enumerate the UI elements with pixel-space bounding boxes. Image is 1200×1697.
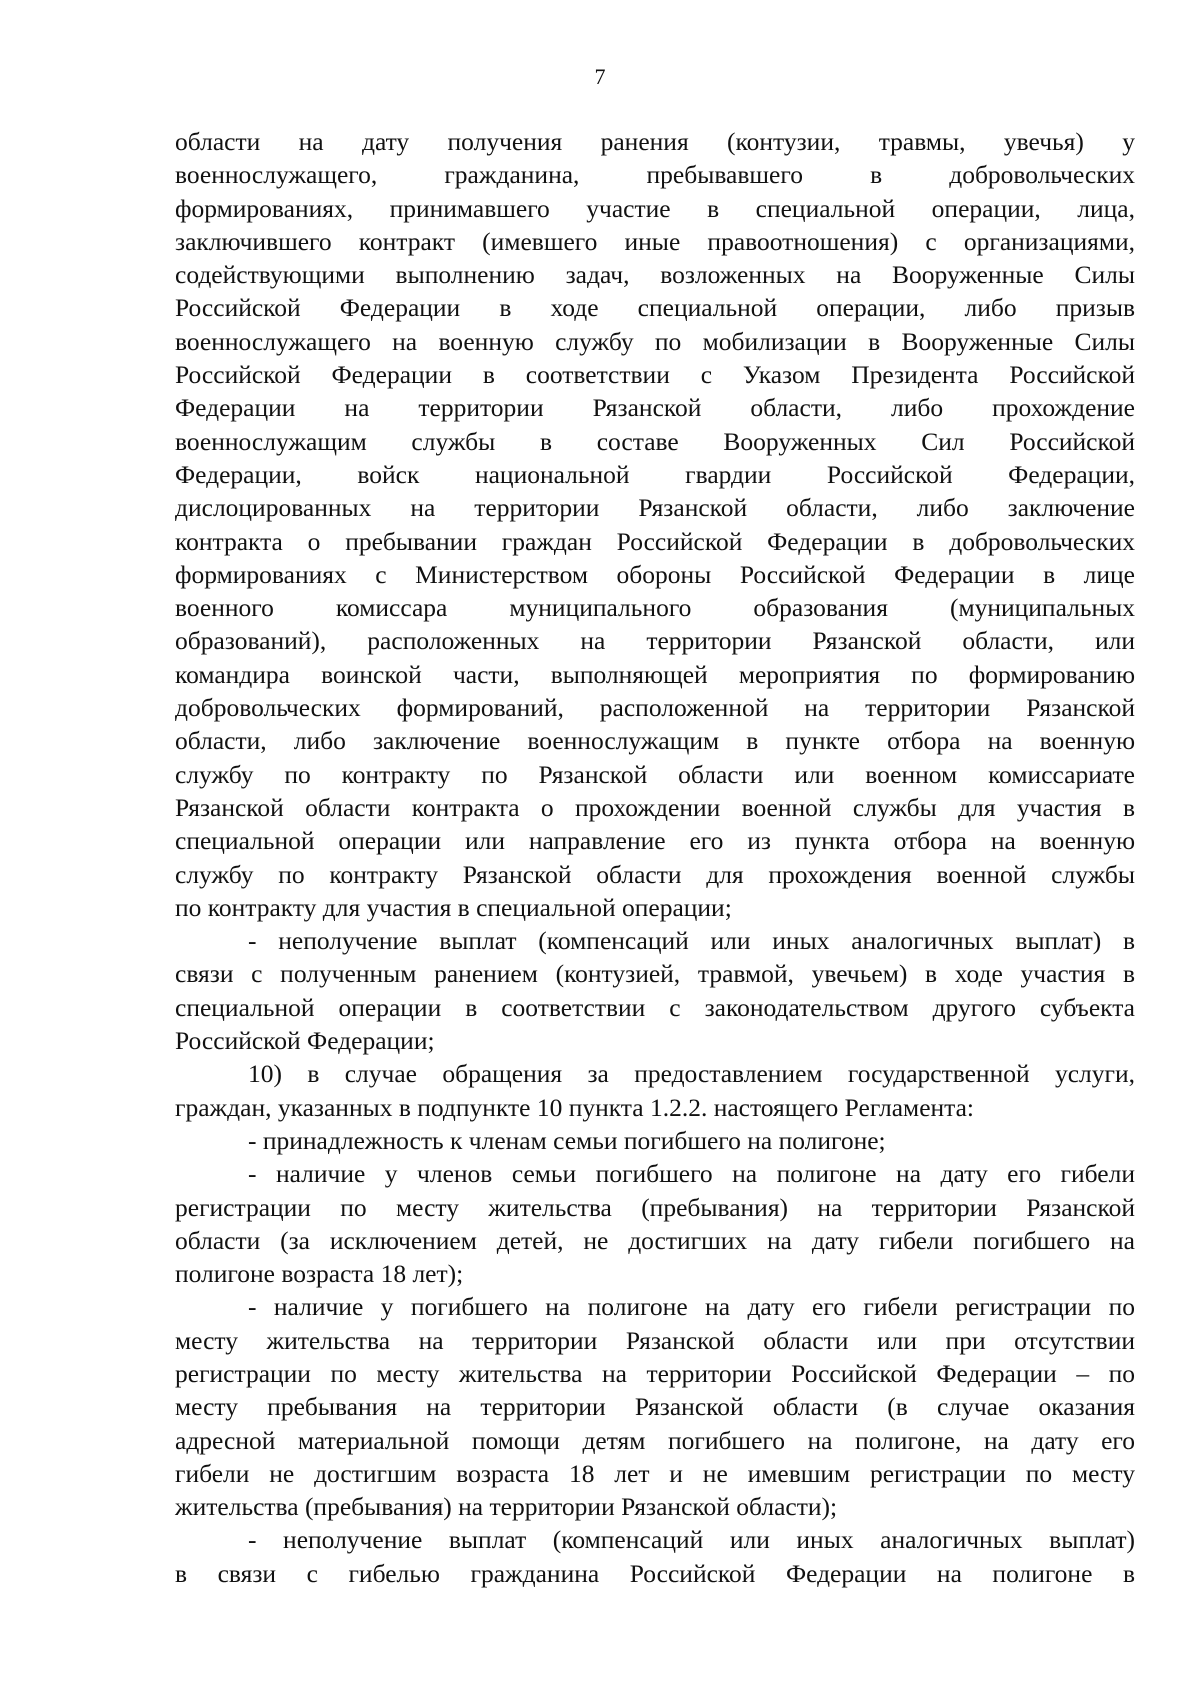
text-line: Федерации на территории Рязанской области, либо прохождение [175, 393, 1135, 423]
text-line: службу по контракту по Рязанской области или военном комиссариате [175, 759, 1135, 789]
text-line: месту пребывания на территории Рязанской области (в случае оказания [175, 1392, 1135, 1422]
text-line: командира воинской части, выполняющей мероприятия по формированию [175, 659, 1135, 689]
page-number: 7 [594, 64, 606, 89]
text-line: специальной операции или направление его из пункта отбора на военную [175, 826, 1135, 856]
text-line: контракта о пребывании граждан Российской Федерации в добровольческих [175, 526, 1135, 556]
text-line: области на дату получения ранения (контузии, травмы, увечья) у [175, 127, 1135, 156]
text-line: Федерации, войск национальной гвардии Российской Федерации, [175, 459, 1135, 489]
text-line: военнослужащего на военную службу по мобилизации в Вооруженные Силы [175, 326, 1135, 356]
document-body [175, 125, 1135, 1590]
text-line: граждан, указанных в подпункте 10 пункта 1.2.2. настоящего Регламента: [175, 1092, 975, 1122]
text-line: связи с полученным ранением (контузией, травмой, увечьем) в ходе участия в [175, 959, 1135, 989]
text-line: формированиях с Министерством обороны Российской Федерации в лице [175, 559, 1135, 589]
text-line: службу по контракту Рязанской области для прохождения военной службы [175, 859, 1135, 889]
text-line: специальной операции в соответствии с законодательством другого субъекта [175, 992, 1135, 1022]
text-line: военнослужащим службы в составе Вооруженных Сил Российской [175, 426, 1135, 456]
text-line: в связи с гибелью гражданина Российской Федерации на полигоне в [175, 1558, 1135, 1588]
text-line: области, либо заключение военнослужащим в пункте отбора на военную [175, 726, 1135, 756]
text-line: военнослужащего, гражданина, пребывавшего в добровольческих [175, 160, 1135, 190]
text-line: области (за исключением детей, не достигших на дату гибели погибшего на [175, 1225, 1135, 1255]
text-line: - принадлежность к членам семьи погибшего на полигоне; [248, 1125, 886, 1155]
text-line: Российской Федерации в ходе специальной операции, либо призыв [175, 293, 1135, 323]
text-line: жительства (пребывания) на территории Рязанской области); [175, 1492, 838, 1522]
text-line: - наличие у членов семьи погибшего на полигоне на дату его гибели [248, 1159, 1135, 1189]
text-line: образований), расположенных на территории Рязанской области, или [175, 626, 1135, 656]
text-line: дислоцированных на территории Рязанской области, либо заключение [175, 493, 1135, 523]
text-line: формированиях, принимавшего участие в специальной операции, лица, [175, 193, 1135, 223]
text-line: Российской Федерации; [175, 1026, 435, 1056]
text-line: 10) в случае обращения за предоставлением государственной услуги, [248, 1059, 1135, 1089]
text-line: Рязанской области контракта о прохождении военной службы для участия в [175, 792, 1135, 822]
text-line: регистрации по месту жительства (пребывания) на территории Рязанской [175, 1192, 1135, 1222]
text-line: - неполучение выплат (компенсаций или иных аналогичных выплат) [248, 1525, 1135, 1555]
text-line: добровольческих формирований, расположенной на территории Рязанской [175, 693, 1135, 723]
text-line: адресной материальной помощи детям погибшего на полигоне, на дату его [175, 1425, 1135, 1455]
text-line: по контракту для участия в специальной операции; [175, 892, 732, 922]
text-line: - наличие у погибшего на полигоне на дату его гибели регистрации по [248, 1292, 1135, 1322]
text-line: регистрации по месту жительства на территории Российской Федерации – по [175, 1358, 1135, 1388]
text-line: заключившего контракт (имевшего иные правоотношения) с организациями, [175, 226, 1135, 256]
text-line: гибели не достигшим возраста 18 лет и не имевшим регистрации по месту [175, 1458, 1135, 1488]
text-line: полигоне возраста 18 лет); [175, 1259, 464, 1289]
text-line: месту жительства на территории Рязанской области или при отсутствии [175, 1325, 1135, 1355]
text-line: содействующими выполнению задач, возложенных на Вооруженные Силы [175, 260, 1135, 290]
text-line: военного комиссара муниципального образования (муниципальных [175, 593, 1135, 623]
text-line: - неполучение выплат (компенсаций или иных аналогичных выплат) в [248, 926, 1135, 956]
text-line: Российской Федерации в соответствии с Указом Президента Российской [175, 360, 1135, 390]
